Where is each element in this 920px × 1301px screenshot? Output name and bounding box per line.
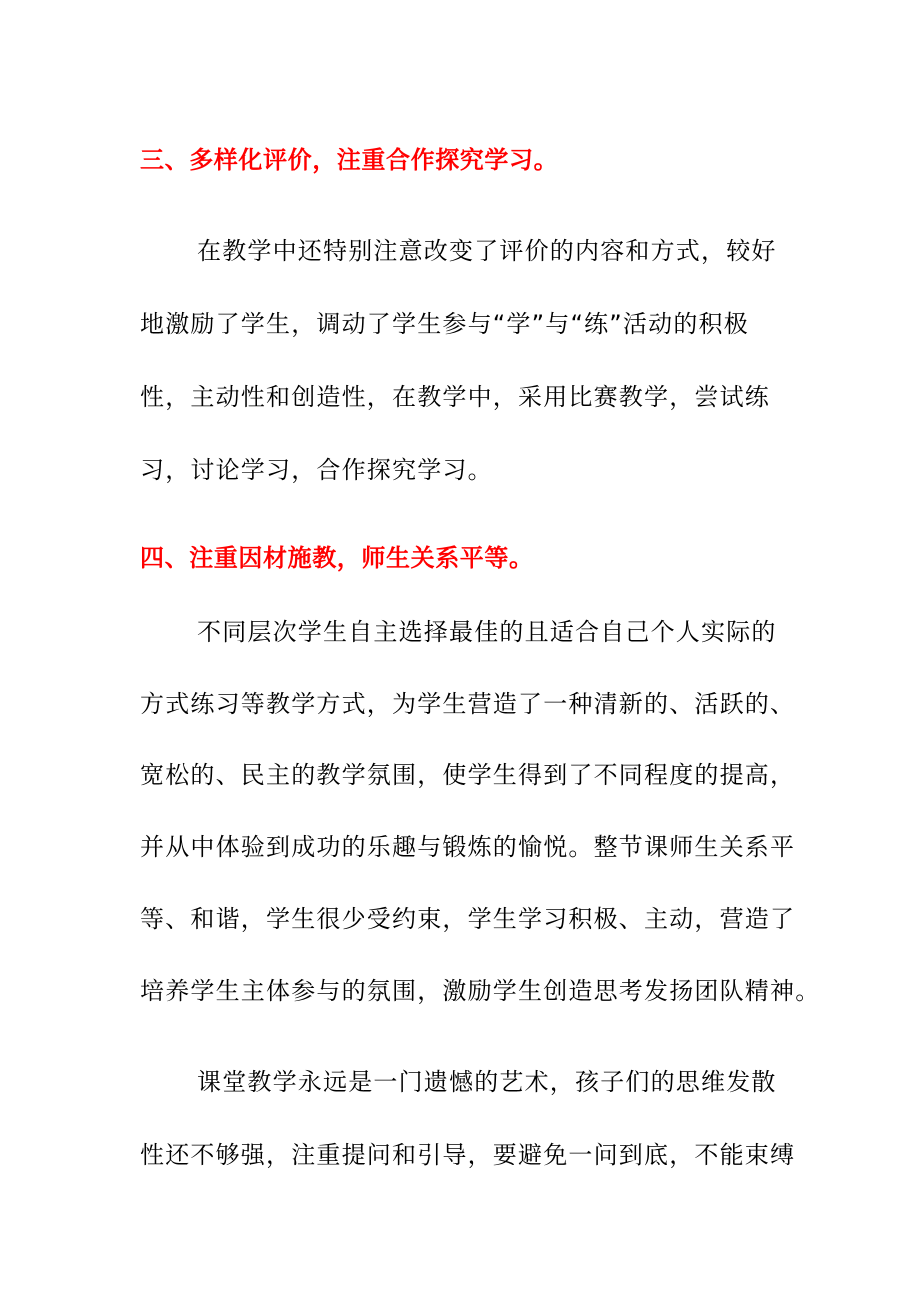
paragraph-line: 培养学生主体参与的氛围，激励学生创造思考发扬团队精神。 — [140, 977, 821, 1005]
paragraph-line: 等、和谐，学生很少受约束，学生学习积极、主动，营造了 — [140, 905, 796, 933]
paragraph-line: 方式练习等教学方式，为学生营造了一种清新的、活跃的、 — [140, 690, 796, 718]
paragraph-line: 并从中体验到成功的乐趣与锻炼的愉悦。整节课师生关系平 — [140, 833, 796, 861]
section-heading-4: 四、注重因材施教，师生关系平等。 — [140, 544, 534, 572]
section-heading-3: 三、多样化评价，注重合作探究学习。 — [140, 146, 559, 174]
paragraph-line: 性，主动性和创造性，在教学中，采用比赛教学，尝试练 — [140, 383, 770, 411]
paragraph-line: 宽松的、民主的教学氛围，使学生得到了不同程度的提高， — [140, 761, 796, 789]
paragraph-line: 性还不够强，注重提问和引导，要避免一问到底，不能束缚 — [140, 1141, 796, 1169]
paragraph-line: 地激励了学生，调动了学生参与“学”与“练”活动的积极 — [140, 310, 749, 338]
paragraph-line: 课堂教学永远是一门遗憾的艺术，孩子们的思维发散 — [197, 1068, 777, 1096]
paragraph-line: 在教学中还特别注意改变了评价的内容和方式，较好 — [197, 237, 777, 265]
paragraph-line: 习，讨论学习，合作探究学习。 — [140, 456, 493, 484]
paragraph-line: 不同层次学生自主选择最佳的且适合自己个人实际的 — [197, 618, 777, 646]
